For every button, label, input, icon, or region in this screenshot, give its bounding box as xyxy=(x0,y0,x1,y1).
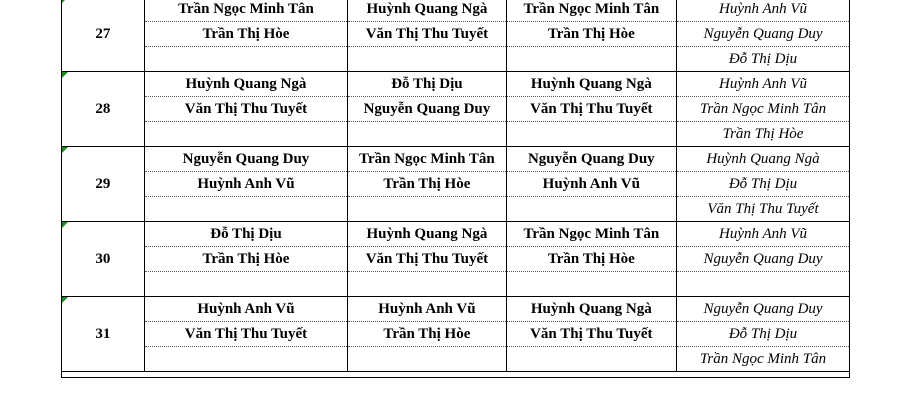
table-row xyxy=(62,22,849,47)
staff-cell[interactable]: Huỳnh Anh Vũ xyxy=(144,297,348,322)
schedule-table xyxy=(62,0,849,372)
table-row xyxy=(62,97,849,122)
cell-marker-icon xyxy=(62,147,68,153)
staff-cell[interactable]: Văn Thị Thu Tuyết xyxy=(348,247,506,272)
day-number: 29 xyxy=(95,176,111,192)
staff-cell[interactable] xyxy=(677,272,849,297)
staff-cell[interactable] xyxy=(506,197,676,222)
table-row xyxy=(62,197,849,222)
staff-cell[interactable]: Nguyễn Quang Duy xyxy=(677,297,849,322)
schedule-sheet xyxy=(61,0,850,378)
staff-cell[interactable]: Trần Ngọc Minh Tân xyxy=(348,147,506,172)
staff-cell[interactable]: Đỗ Thị Dịu xyxy=(677,322,849,347)
table-row xyxy=(62,297,849,322)
cell-marker-icon xyxy=(62,297,68,303)
cell-marker-icon xyxy=(62,72,68,78)
staff-cell[interactable]: Trần Ngọc Minh Tân xyxy=(677,347,849,372)
day-cell[interactable] xyxy=(62,72,144,147)
staff-cell[interactable]: Huỳnh Anh Vũ xyxy=(677,222,849,247)
day-number: 31 xyxy=(95,326,111,342)
staff-cell[interactable]: Trần Thị Hòe xyxy=(144,247,348,272)
day-cell[interactable] xyxy=(62,0,144,72)
staff-cell[interactable] xyxy=(144,47,348,72)
staff-cell[interactable]: Văn Thị Thu Tuyết xyxy=(348,22,506,47)
staff-cell[interactable] xyxy=(144,122,348,147)
day-number: 27 xyxy=(95,26,111,42)
staff-cell[interactable]: Trần Thị Hòe xyxy=(348,322,506,347)
staff-cell[interactable] xyxy=(348,347,506,372)
staff-cell[interactable]: Văn Thị Thu Tuyết xyxy=(506,97,676,122)
staff-cell[interactable] xyxy=(144,197,348,222)
staff-cell[interactable]: Huỳnh Anh Vũ xyxy=(144,172,348,197)
staff-cell[interactable]: Huỳnh Quang Ngà xyxy=(506,297,676,322)
staff-cell[interactable]: Nguyễn Quang Duy xyxy=(677,22,849,47)
staff-cell[interactable]: Huỳnh Anh Vũ xyxy=(677,0,849,22)
staff-cell[interactable]: Huỳnh Quang Ngà xyxy=(677,147,849,172)
day-cell[interactable] xyxy=(62,222,144,297)
staff-cell[interactable]: Đỗ Thị Dịu xyxy=(348,72,506,97)
staff-cell[interactable]: Trần Ngọc Minh Tân xyxy=(506,222,676,247)
staff-cell[interactable]: Văn Thị Thu Tuyết xyxy=(144,97,348,122)
staff-cell[interactable]: Nguyễn Quang Duy xyxy=(348,97,506,122)
day-cell[interactable] xyxy=(62,297,144,372)
staff-cell[interactable]: Văn Thị Thu Tuyết xyxy=(506,322,676,347)
staff-cell[interactable]: Huỳnh Anh Vũ xyxy=(506,172,676,197)
staff-cell[interactable] xyxy=(144,347,348,372)
staff-cell[interactable]: Đỗ Thị Dịu xyxy=(677,172,849,197)
staff-cell[interactable]: Văn Thị Thu Tuyết xyxy=(144,322,348,347)
staff-cell[interactable] xyxy=(348,197,506,222)
cell-marker-icon xyxy=(62,0,68,3)
table-row xyxy=(62,47,849,72)
staff-cell[interactable] xyxy=(506,47,676,72)
staff-cell[interactable]: Trần Thị Hòe xyxy=(144,22,348,47)
table-row xyxy=(62,0,849,22)
staff-cell[interactable]: Huỳnh Quang Ngà xyxy=(144,72,348,97)
staff-cell[interactable] xyxy=(506,122,676,147)
table-row xyxy=(62,222,849,247)
staff-cell[interactable]: Huỳnh Quang Ngà xyxy=(348,0,506,22)
table-row xyxy=(62,272,849,297)
staff-cell[interactable]: Nguyễn Quang Duy xyxy=(144,147,348,172)
staff-cell[interactable] xyxy=(144,272,348,297)
cell-marker-icon xyxy=(62,222,68,228)
staff-cell[interactable]: Trần Thị Hòe xyxy=(348,172,506,197)
staff-cell[interactable] xyxy=(506,347,676,372)
day-number: 28 xyxy=(95,101,111,117)
day-cell[interactable] xyxy=(62,147,144,222)
staff-cell[interactable]: Huỳnh Quang Ngà xyxy=(506,72,676,97)
staff-cell[interactable] xyxy=(348,122,506,147)
staff-cell[interactable] xyxy=(348,272,506,297)
staff-cell[interactable]: Nguyễn Quang Duy xyxy=(677,247,849,272)
staff-cell[interactable]: Trần Ngọc Minh Tân xyxy=(677,97,849,122)
staff-cell[interactable]: Trần Ngọc Minh Tân xyxy=(144,0,348,22)
table-row xyxy=(62,322,849,347)
staff-cell[interactable]: Nguyễn Quang Duy xyxy=(506,147,676,172)
table-row xyxy=(62,147,849,172)
staff-cell[interactable]: Huỳnh Anh Vũ xyxy=(677,72,849,97)
table-row xyxy=(62,247,849,272)
day-number: 30 xyxy=(95,251,111,267)
staff-cell[interactable]: Trần Thị Hòe xyxy=(677,122,849,147)
staff-cell[interactable]: Văn Thị Thu Tuyết xyxy=(677,197,849,222)
staff-cell[interactable]: Trần Ngọc Minh Tân xyxy=(506,0,676,22)
staff-cell[interactable] xyxy=(348,47,506,72)
staff-cell[interactable]: Trần Thị Hòe xyxy=(506,22,676,47)
table-row xyxy=(62,347,849,372)
table-row xyxy=(62,72,849,97)
staff-cell[interactable]: Đỗ Thị Dịu xyxy=(144,222,348,247)
table-row xyxy=(62,172,849,197)
staff-cell[interactable]: Huỳnh Anh Vũ xyxy=(348,297,506,322)
staff-cell[interactable]: Huỳnh Quang Ngà xyxy=(348,222,506,247)
staff-cell[interactable]: Trần Thị Hòe xyxy=(506,247,676,272)
staff-cell[interactable] xyxy=(506,272,676,297)
staff-cell[interactable]: Đỗ Thị Dịu xyxy=(677,47,849,72)
table-row xyxy=(62,122,849,147)
